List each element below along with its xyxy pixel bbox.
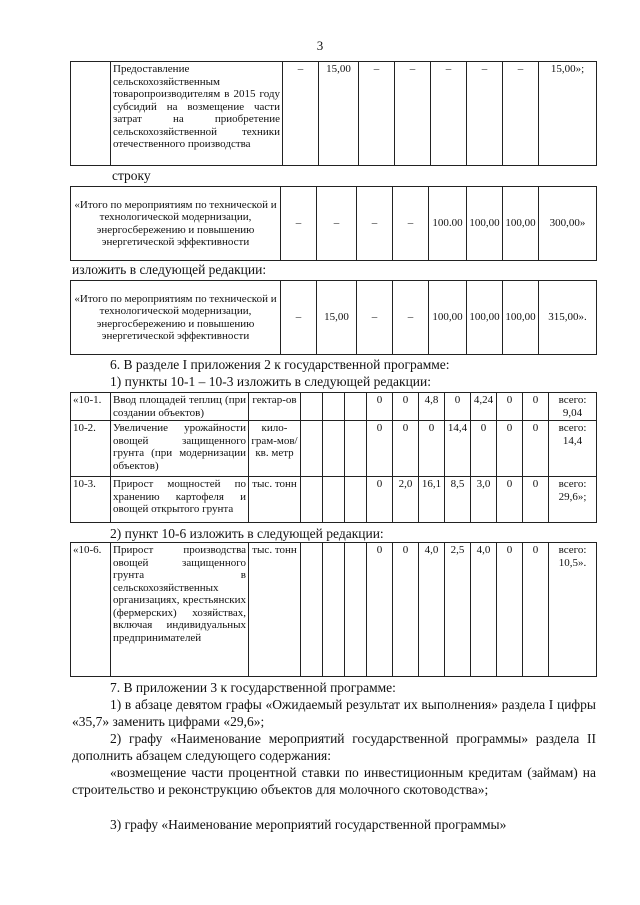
table-cell: 0 (367, 477, 393, 523)
table-row (71, 477, 597, 523)
table-cell: 100,00 (429, 281, 467, 355)
table-cell-num: 10-2. (71, 421, 111, 477)
table-cell-unit: тыс. тонн (249, 543, 301, 677)
table-cell: – (357, 281, 393, 355)
table-cell-desc: «Итого по мероприятиям по технической и технологической модернизации, энергосбережению и повышению энергетической эффективности (71, 187, 281, 261)
table-cell: – (283, 62, 319, 166)
table-cell: 0 (393, 543, 419, 677)
table-cell: 0 (523, 477, 549, 523)
para-6-1: 1) пункты 10-1 – 10-3 изложить в следующей редакции: (110, 374, 431, 389)
table-punkt-10-6 (70, 542, 597, 677)
table-cell: – (317, 187, 357, 261)
table-cell: 0 (367, 543, 393, 677)
para-6-2: 2) пункт 10-6 изложить в следующей редакции: (110, 526, 384, 541)
table-cell-unit: гектар-ов (249, 393, 301, 421)
table-cell-desc: Увеличение урожайности овощей защищенного грунта (при модернизации объектов) (111, 421, 249, 477)
para-7-2: 2) графу «Наименование мероприятий государственной программы» раздела II дополнить абзацем следующего содержания: (72, 731, 596, 763)
para-6: 6. В разделе I приложения 2 к государственной программе: (110, 357, 450, 372)
table-cell: 0 (497, 477, 523, 523)
table-cell-num: «10-1. (71, 393, 111, 421)
table-cell: 0 (445, 393, 471, 421)
table-cell: – (395, 62, 431, 166)
table-cell (323, 393, 345, 421)
table-cell (301, 543, 323, 677)
table-cell: – (281, 281, 317, 355)
table-cell (345, 421, 367, 477)
table-cell-total: всего: 9,04 (549, 393, 597, 421)
table-row (71, 393, 597, 421)
table-cell-total: 300,00» (539, 187, 597, 261)
table-row (71, 421, 597, 477)
table-cell: 100,00 (503, 281, 539, 355)
table-cell: 0 (367, 421, 393, 477)
para-7-3: «возмещение части процентной ставки по инвестиционным кредитам (займам) на строительство и реконструкцию объектов для молочного скотоводства»; (72, 765, 596, 797)
table-cell (345, 477, 367, 523)
table-cell (301, 421, 323, 477)
table-cell (301, 393, 323, 421)
table-cell: 0 (419, 421, 445, 477)
table-cell: 100.00 (429, 187, 467, 261)
table-cell: 0 (523, 393, 549, 421)
table-cell: – (359, 62, 395, 166)
table-cell: 100,00 (467, 187, 503, 261)
table-cell (323, 543, 345, 677)
table-cell: 4,8 (419, 393, 445, 421)
table-cell-total: всего: 10,5». (549, 543, 597, 677)
table-cell: 16,1 (419, 477, 445, 523)
table-cell: 14,4 (445, 421, 471, 477)
table-cell (345, 543, 367, 677)
table-cell-desc: «Итого по мероприятиям по технической и технологической модернизации, энергосбережению и повышению энергетической эффективности (71, 281, 281, 355)
table-cell: 0 (393, 393, 419, 421)
table-cell-desc: Ввод площадей теплиц (при создании объектов) (111, 393, 249, 421)
table-cell-desc: Предоставление сельскохозяйственным товаропроизводителям в 2015 году субсидий на возмещение части затрат на приобретение сельскохозяйственной техники отечественного производства (111, 62, 283, 166)
table-cell-total: 315,00». (539, 281, 597, 355)
table-row (71, 543, 597, 677)
table-cell (301, 477, 323, 523)
table-cell-num: 10-3. (71, 477, 111, 523)
table-cell: 0 (523, 421, 549, 477)
table-cell-total: всего: 14,4 (549, 421, 597, 477)
table-cell: – (431, 62, 467, 166)
table-cell-unit: кило-грам-мов/ кв. метр (249, 421, 301, 477)
table-cell: – (281, 187, 317, 261)
table-punkty-10 (70, 392, 597, 523)
para-7: 7. В приложении 3 к государственной программе: (110, 680, 396, 695)
table-cell (345, 393, 367, 421)
table-cell: – (357, 187, 393, 261)
table-cell: 8,5 (445, 477, 471, 523)
table-tekhnika (70, 61, 597, 166)
para-7-4: 3) графу «Наименование мероприятий государственной программы» (110, 817, 507, 832)
table-cell: 100,00 (503, 187, 539, 261)
table-cell: – (393, 281, 429, 355)
table-cell: 15,00 (317, 281, 357, 355)
table-cell: 0 (497, 393, 523, 421)
table-cell (323, 477, 345, 523)
line-stroku: строку (112, 168, 151, 183)
table-cell-desc: Прирост мощностей по хранению картофеля и овощей открытого грунта (111, 477, 249, 523)
page-number: 3 (316, 38, 324, 53)
table-cell-desc: Прирост производства овощей защищенного грунта в сельскохозяйственных организациях, крестьянских (фермерских) хозяйствах, включая индивидуальных предпринимателей (111, 543, 249, 677)
table-cell: 4,0 (471, 543, 497, 677)
table-cell-unit: тыс. тонн (249, 477, 301, 523)
table-itogo-old (70, 186, 597, 261)
table-cell: 0 (523, 543, 549, 677)
table-cell: 0 (471, 421, 497, 477)
para-7-1: 1) в абзаце девятом графы «Ожидаемый результат их выполнения» раздела I цифры «35,7» заменить цифрами «29,6»; (72, 697, 596, 729)
table-cell: 2,0 (393, 477, 419, 523)
line-izlozhit: изложить в следующей редакции: (72, 262, 267, 277)
table-cell: 100,00 (467, 281, 503, 355)
table-cell: 0 (367, 393, 393, 421)
table-cell: – (393, 187, 429, 261)
table-cell: 4,24 (471, 393, 497, 421)
table-cell: 4,0 (419, 543, 445, 677)
table-cell-num: «10-6. (71, 543, 111, 677)
table-cell: – (503, 62, 539, 166)
table-itogo-new (70, 280, 597, 355)
table-cell: 0 (497, 543, 523, 677)
table-cell: 0 (497, 421, 523, 477)
table-cell: 3,0 (471, 477, 497, 523)
table-cell (71, 62, 111, 166)
table-cell: 15,00 (319, 62, 359, 166)
table-cell: 2,5 (445, 543, 471, 677)
table-cell: – (467, 62, 503, 166)
table-cell-total: всего: 29,6»; (549, 477, 597, 523)
table-cell (323, 421, 345, 477)
table-cell: 0 (393, 421, 419, 477)
table-cell-total: 15,00»; (539, 62, 597, 166)
